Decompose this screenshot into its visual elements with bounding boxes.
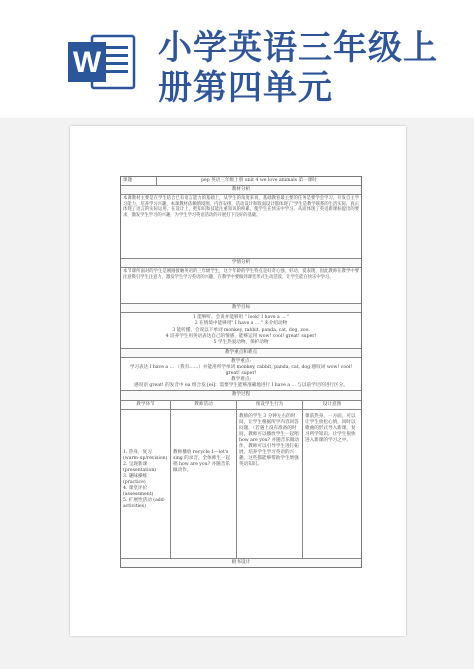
course-title: pep 英语三年级上册 unit 4 we love animals 第一课时: [201, 178, 317, 183]
process-step: 1. 热身，复习 (warm-up/revision): [123, 449, 168, 461]
title-line-1: 小学英语三年级上: [158, 28, 438, 68]
header: [0, 0, 474, 125]
process-body-row: [121, 410, 361, 559]
process-header: 教学环节: [121, 401, 171, 409]
process-step: 3. 趣味操练 (practice): [123, 473, 148, 486]
process-step: 5. 扩展性活动 (add-activities): [123, 498, 166, 510]
word-icon: [66, 30, 136, 94]
section-objectives: 教学目标: [121, 304, 361, 313]
key-points: [121, 358, 361, 391]
course-row: [121, 177, 361, 186]
page-title: [158, 28, 458, 108]
process-header-row: [121, 401, 361, 410]
process-header: 设计意图: [322, 401, 342, 407]
process-step: 2. 呈现新课 (presentation): [123, 461, 157, 473]
key-text-1: 学习表达 I have a ... （我有……）并能用所学单词 monkey, rabbit, panda, cat, dog 感叹词 wow! cool! great! super!: [129, 365, 353, 377]
student-text: 本节课所面对的学生是刚刚接触英语的三年级学生，这个年龄的学生特点是好奇心强，好动，爱表现，因此教师在教学中要注意吸引学生注意力，激发学生学习英语的兴趣，在教学中要做到课堂形式生动活泼，让学生能在快乐中学习。: [121, 268, 361, 304]
process-header: 教师活动: [171, 401, 237, 409]
section-students: 学情分析: [121, 259, 361, 268]
objective-item: 2 在情境中能够用" I have a ... " 来介绍动物: [194, 321, 288, 327]
process-steps: [121, 410, 171, 558]
material-text: 本课教材主要是在学生结合已有语言能力的基础上，从学生的角度来说，基础教育最主要的任务是要学会学习，开发自主学习能力，培养学习兴趣，本课教材依赖情境图，内容安排，活动设计和版面设计都体现了"学生是教学联系的生活实际，真正体现了语言的实际运用。在设计上，把知识和技能注重知识的积累，使学生在快乐中学习，从而体现了英语新课标提出的要求，激发学生学习的兴趣，为学生学习英语活动的开展打下良好的基础。: [121, 195, 361, 259]
student-behavior: 教师的学生 3 分钟左右的时间，让学生根据所学内容回答问题，（若遇上没有准备的时间，教师可以播放学生一起唱 how are you? 并随音乐做动作，教师可以引导学生进行拓展，培养学生学习英语的兴趣，这些都能够帮助学生增强英语知识。: [237, 410, 303, 558]
course-label: 课题: [121, 177, 157, 185]
objectives-list: [121, 313, 361, 348]
title-line-2: 册第四单元: [158, 68, 333, 108]
key-title-1: 教学重点:: [231, 358, 251, 364]
document-page: [70, 126, 406, 636]
section-process: 教学过程: [121, 391, 361, 400]
key-text-2: 感叹语 great! 的发音中 ea 组合发 [ei]；需要学生能够准确地进行 I have a ... 与以前学过的进行区分。: [134, 383, 348, 389]
section-key-points: 教学重点和难点: [121, 349, 361, 358]
objective-item: 4 培养学生用英语表达自己的情感，能够运用 wow! cool! great! super!: [165, 333, 317, 339]
key-title-2: 教学难点:: [231, 377, 251, 383]
lesson-plan-table: [120, 176, 362, 568]
word-logo-letter: W: [72, 46, 102, 79]
process-step: 4. 课堂评价 (assessment): [123, 486, 154, 498]
process-header: 预设学生行为: [237, 401, 303, 409]
teacher-activity: 教师播放 recycle 1—let's sing 的录音，全体师生一起唱 how are you? 并随音乐做动作。: [171, 410, 237, 558]
design-intent: 课前热身，一方面，可以让学生放松心情，同时以歌曲的形式导入新课，复习所学知识，让学生很快进入新课的学习之中。: [305, 413, 356, 443]
section-board: 板书设计: [121, 559, 361, 567]
objective-item: 3 能听懂、会说以下单词 monkey, rabbit, panda, cat, dog, zoo.: [172, 327, 310, 333]
objective-item: 1 能够听、会说并能够用 " look! I have a ... ": [192, 315, 290, 321]
objective-item: 5 学生热爱动物，保护动物: [213, 339, 269, 345]
section-material: 教材分析: [121, 186, 361, 195]
